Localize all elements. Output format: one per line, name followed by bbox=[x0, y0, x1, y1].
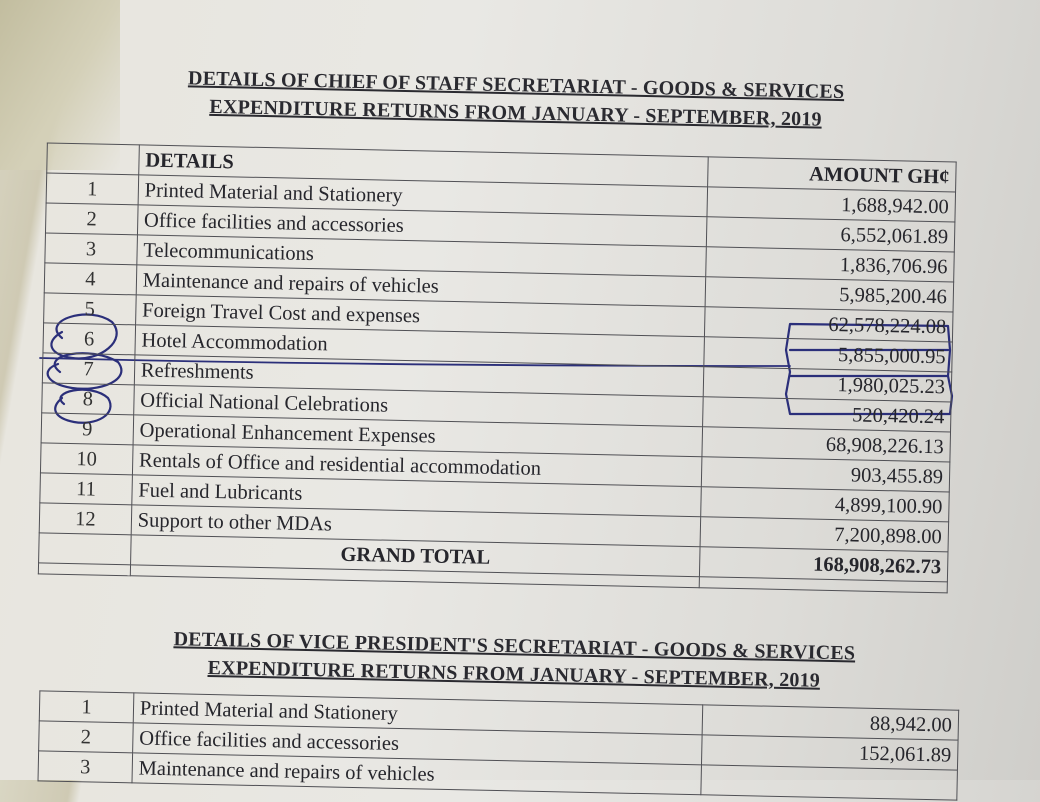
row-number: 12 bbox=[39, 503, 131, 535]
row-detail: Official National Celebrations bbox=[133, 385, 703, 427]
row-amount: 5,985,200.46 bbox=[705, 277, 953, 312]
row-amount: 152,061.89 bbox=[702, 735, 958, 770]
row-detail: Foreign Travel Cost and expenses bbox=[135, 295, 705, 337]
header-number-cell bbox=[47, 143, 139, 175]
grand-total-label: GRAND TOTAL bbox=[130, 535, 700, 577]
row-amount: 6,552,061.89 bbox=[707, 217, 955, 252]
grand-total-amount: 168,908,262.73 bbox=[700, 547, 948, 582]
row-number: 9 bbox=[41, 413, 133, 445]
row-detail: Operational Enhancement Expenses bbox=[133, 415, 703, 457]
row-number: 3 bbox=[38, 751, 132, 783]
row-number: 1 bbox=[46, 173, 138, 205]
row-detail: Office facilities and accessories bbox=[137, 205, 707, 247]
section1-title-line2: EXPENDITURE RETURNS FROM JANUARY - SEPTEMBER, 2019 bbox=[209, 95, 822, 131]
row-number: 2 bbox=[39, 721, 133, 753]
spacer-cell bbox=[38, 563, 130, 576]
row-number: 5 bbox=[44, 293, 136, 325]
section2-title-line1: DETAILS OF VICE PRESIDENT'S SECRETARIAT - GOODS & SERVICES bbox=[173, 628, 856, 665]
row-number: 7 bbox=[42, 353, 134, 385]
row-amount: 7,200,898.00 bbox=[700, 517, 948, 552]
row-detail: Printed Material and Stationery bbox=[138, 175, 708, 217]
row-amount bbox=[701, 765, 957, 800]
row-number: 10 bbox=[40, 443, 132, 475]
header-details: DETAILS bbox=[139, 145, 709, 187]
row-number: 1 bbox=[39, 691, 133, 723]
row-amount: 1,836,706.96 bbox=[706, 247, 954, 282]
row-amount: 4,899,100.90 bbox=[701, 487, 949, 522]
row-detail: Maintenance and repairs of vehicles bbox=[132, 753, 702, 795]
header-amount: AMOUNT GH¢ bbox=[708, 157, 956, 192]
row-detail: Support to other MDAs bbox=[131, 505, 701, 547]
row-amount: 88,942.00 bbox=[702, 705, 958, 740]
row-detail: Printed Material and Stationery bbox=[133, 693, 703, 735]
row-number: 4 bbox=[44, 263, 136, 295]
row-number: 8 bbox=[42, 383, 134, 415]
row-amount: 62,578,224.08 bbox=[705, 307, 953, 342]
row-amount: 1,688,942.00 bbox=[707, 187, 955, 222]
row-number: 3 bbox=[45, 233, 137, 265]
row-number: 6 bbox=[43, 323, 135, 355]
row-number: 11 bbox=[40, 473, 132, 505]
grand-total-empty-cell bbox=[39, 533, 131, 565]
row-detail: Rentals of Office and residential accommodation bbox=[132, 445, 702, 487]
row-detail: Fuel and Lubricants bbox=[132, 475, 702, 517]
vice-president-expenditure-table bbox=[37, 690, 959, 800]
chief-of-staff-expenditure-table bbox=[38, 142, 957, 593]
row-detail: Telecommunications bbox=[137, 235, 707, 277]
row-detail: Hotel Accommodation bbox=[135, 325, 705, 367]
row-amount: 520,420.24 bbox=[703, 397, 951, 432]
row-detail: Office facilities and accessories bbox=[132, 723, 702, 765]
row-detail: Maintenance and repairs of vehicles bbox=[136, 265, 706, 307]
row-amount: 1,980,025.23 bbox=[703, 367, 951, 402]
row-detail: Refreshments bbox=[134, 355, 704, 397]
section2-title-line2: EXPENDITURE RETURNS FROM JANUARY - SEPTEMBER, 2019 bbox=[207, 656, 821, 692]
row-amount: 68,908,226.13 bbox=[702, 427, 950, 462]
row-number: 2 bbox=[45, 203, 137, 235]
row-amount: 903,455.89 bbox=[702, 457, 950, 492]
section1-title-line1: DETAILS OF CHIEF OF STAFF SECRETARIAT - GOODS & SERVICES bbox=[187, 67, 845, 104]
row-amount: 5,855,000.95 bbox=[704, 337, 952, 372]
